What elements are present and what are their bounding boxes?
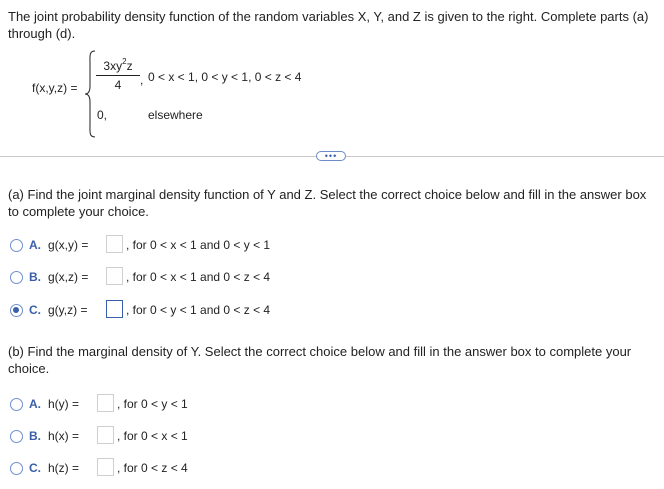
pdf-condition: 0 < x < 1, 0 < y < 1, 0 < z < 4 [148, 70, 302, 84]
pdf-lhs: f(x,y,z) = [32, 81, 78, 95]
pdf-denominator: 4 [114, 78, 122, 92]
choice-condition: , for 0 < x < 1 and 0 < y < 1 [126, 238, 271, 252]
choice-letter: A. [29, 397, 41, 411]
pdf-else-label: elsewhere [148, 108, 203, 122]
choice-b-1[interactable] [10, 428, 410, 448]
choice-letter: A. [29, 238, 41, 252]
answer-input[interactable] [106, 235, 123, 253]
choice-b-2[interactable] [10, 460, 410, 480]
choice-condition: , for 0 < y < 1 [117, 397, 188, 411]
answer-input[interactable] [97, 426, 114, 444]
choice-condition: , for 0 < y < 1 and 0 < z < 4 [126, 303, 271, 317]
pdf-else-value: 0, [97, 108, 108, 122]
answer-input[interactable] [106, 267, 123, 285]
part-b-prompt: (b) Find the marginal density of Y. Select the correct choice below and fill in the answer box to complete your choice. [8, 344, 632, 376]
choice-expression: h(x) = [48, 429, 80, 443]
part-a-prompt: (a) Find the joint marginal density function of Y and Z. Select the correct choice below and fill in the answer box to complete your choice. [8, 187, 647, 219]
radio-button[interactable] [10, 271, 23, 284]
choice-expression: g(x,y) = [48, 238, 89, 252]
choice-condition: , for 0 < x < 1 and 0 < z < 4 [126, 270, 271, 284]
radio-button[interactable] [10, 239, 23, 252]
radio-button[interactable] [10, 462, 23, 475]
choice-expression: g(x,z) = [48, 270, 89, 284]
radio-button[interactable] [10, 304, 23, 317]
more-options-button[interactable]: ••• [316, 151, 346, 161]
choice-expression: h(y) = [48, 397, 80, 411]
choice-expression: h(z) = [48, 461, 80, 475]
choice-letter: B. [29, 270, 41, 284]
problem-intro: The joint probability density function of the random variables X, Y, and Z is given to the right. Complete parts (a) through (d). [8, 9, 649, 41]
choice-letter: C. [29, 303, 41, 317]
choice-a-1[interactable] [10, 269, 410, 289]
pdf-fraction [96, 58, 140, 92]
choice-letter: C. [29, 461, 41, 475]
answer-input[interactable] [106, 300, 123, 318]
choice-condition: , for 0 < z < 4 [117, 461, 188, 475]
choice-condition: , for 0 < x < 1 [117, 429, 188, 443]
choice-a-2[interactable] [10, 302, 410, 322]
choice-letter: B. [29, 429, 41, 443]
choice-a-0[interactable] [10, 237, 410, 257]
choice-b-0[interactable] [10, 396, 410, 416]
left-brace-icon [84, 50, 96, 138]
pdf-comma: , [140, 73, 144, 87]
choice-expression: g(y,z) = [48, 303, 88, 317]
radio-button[interactable] [10, 430, 23, 443]
answer-input[interactable] [97, 394, 114, 412]
answer-input[interactable] [97, 458, 114, 476]
radio-button[interactable] [10, 398, 23, 411]
pdf-numerator: $3xy^2z$ [96, 58, 140, 76]
